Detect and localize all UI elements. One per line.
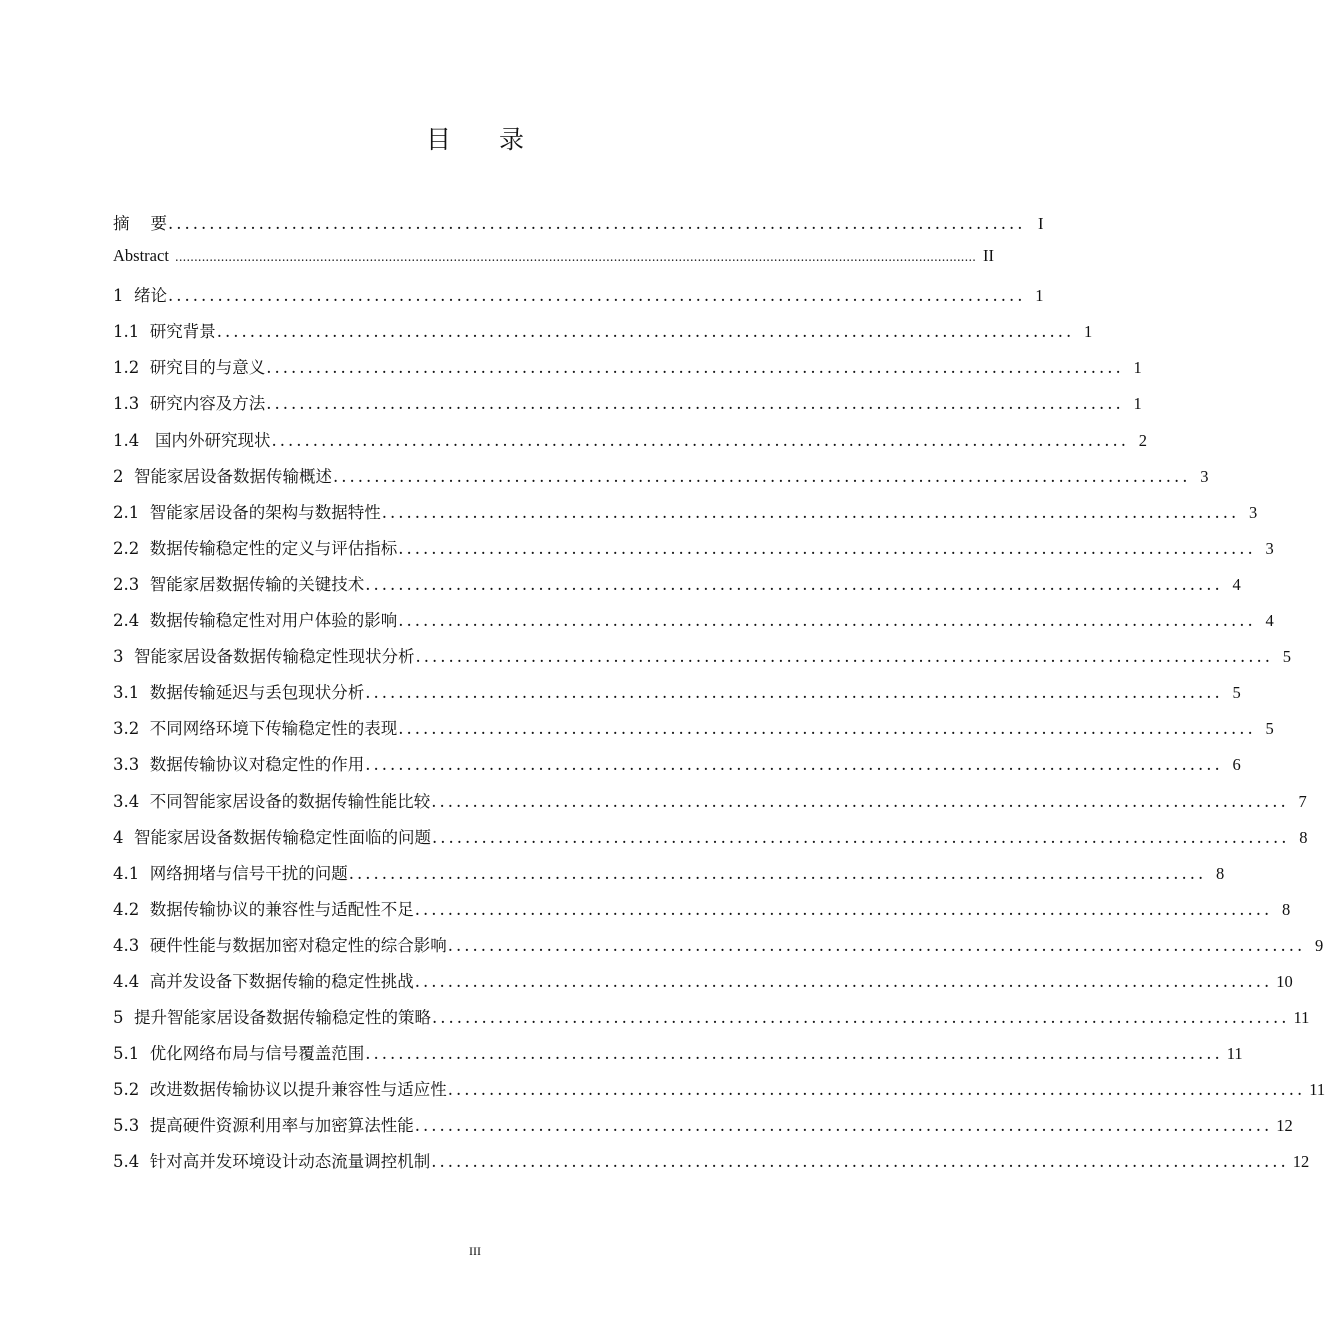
dot-leader: ........................................................................................................ [333, 466, 1191, 486]
toc-entry-label: 2 智能家居设备数据传输概述 [113, 466, 332, 486]
toc-entry[interactable] [113, 824, 1308, 860]
toc-entry[interactable] [113, 318, 1093, 354]
toc-entry-page: 9 [1314, 935, 1324, 955]
toc-entry[interactable] [113, 427, 1147, 463]
toc-entry-label: 4.2 数据传输协议的兼容性与适配性不足 [113, 899, 414, 919]
toc-entry-page: 1 [1133, 358, 1142, 378]
toc-entry-label: 1.2 研究目的与意义 [113, 358, 266, 378]
dot-leader: ........................................................................................................ [365, 683, 1223, 703]
toc-entry-label: 1.3 研究内容及方法 [113, 394, 266, 414]
toc-entry[interactable] [113, 354, 1142, 390]
toc-entry-page: 5 [1232, 683, 1241, 703]
toc-entry[interactable] [113, 1076, 1325, 1112]
dot-leader: ........................................................................................................ [431, 1152, 1289, 1172]
dot-leader: ........................................................................................................ [432, 827, 1290, 847]
table-of-contents [113, 210, 1325, 1185]
dot-leader: ........................................................................................................ [365, 1044, 1223, 1064]
toc-entry-page: 1 [1133, 394, 1142, 414]
toc-entry-page: 4 [1265, 611, 1274, 631]
toc-entry[interactable] [113, 643, 1291, 679]
toc-entry[interactable] [113, 499, 1258, 535]
toc-entry-label: 摘 要 [113, 214, 167, 233]
dot-leader: ........................................................................................................ [216, 322, 1075, 342]
toc-entry[interactable] [113, 860, 1225, 896]
toc-entry[interactable] [113, 571, 1241, 607]
toc-entry[interactable] [113, 607, 1274, 643]
dot-leader: ........................................................................................................ [447, 935, 1306, 955]
toc-entry-page: 7 [1298, 791, 1307, 811]
toc-entry-page: I [1037, 214, 1044, 233]
toc-entry-page: 12 [1276, 1116, 1293, 1136]
toc-entry[interactable] [113, 751, 1241, 787]
toc-entry-page: 5 [1282, 647, 1291, 667]
toc-entry-page: 8 [1215, 863, 1225, 883]
toc-entry-label: 3 智能家居设备数据传输稳定性现状分析 [113, 647, 415, 667]
toc-entry-label: 4.4 高并发设备下数据传输的稳定性挑战 [113, 971, 414, 991]
toc-entry-label: 5.4 针对高并发环境设计动态流量调控机制 [113, 1152, 431, 1172]
toc-entry-page: 12 [1292, 1152, 1310, 1172]
dot-leader: ........................................................................................................ [414, 1116, 1273, 1136]
toc-entry-label: 3.3 数据传输协议对稳定性的作用 [113, 755, 365, 775]
toc-entry[interactable] [113, 1040, 1243, 1076]
toc-entry-page: 8 [1281, 899, 1291, 919]
dot-leader: ........................................................................................................ [398, 719, 1256, 739]
toc-entry[interactable] [113, 246, 994, 282]
toc-entry[interactable] [113, 896, 1291, 932]
toc-entry-page: II [982, 246, 994, 266]
toc-entry[interactable] [113, 1148, 1310, 1184]
toc-entry-label: 2.1 智能家居设备的架构与数据特性 [113, 502, 381, 522]
toc-entry-label: 3.1 数据传输延迟与丢包现状分析 [113, 683, 365, 703]
dot-leader: ........................................................................................................ [398, 538, 1256, 558]
toc-entry-label: 5.3 提高硬件资源利用率与加密算法性能 [113, 1116, 414, 1136]
toc-entry[interactable] [113, 1112, 1293, 1148]
toc-entry[interactable] [113, 390, 1142, 426]
toc-entry-page: 4 [1232, 574, 1241, 594]
toc-entry-label: 2.2 数据传输稳定性的定义与评估指标 [113, 538, 398, 558]
dot-leader: ........................................................................................................ [398, 611, 1256, 631]
dot-leader: ........................................................................................................ [432, 1008, 1290, 1028]
toc-entry-label: 4 智能家居设备数据传输稳定性面临的问题 [113, 827, 431, 847]
toc-entry[interactable] [113, 282, 1044, 318]
toc-entry[interactable] [113, 715, 1274, 751]
dot-leader: ........................................................................................................ [271, 430, 1129, 450]
toc-entry-label: 4.3 硬件性能与数据加密对稳定性的综合影响 [113, 935, 447, 955]
toc-entry-label: 1.4 国内外研究现状 [113, 430, 271, 450]
toc-entry-page: 3 [1265, 538, 1274, 558]
toc-entry-page: 3 [1248, 502, 1258, 522]
toc-entry-label: 3.4 不同智能家居设备的数据传输性能比较 [113, 791, 431, 811]
dot-leader: ........................................................................................................ [266, 394, 1124, 414]
toc-entry-page: 11 [1226, 1044, 1243, 1064]
toc-entry[interactable] [113, 210, 1044, 246]
page-title: 目 录 [426, 125, 544, 154]
toc-entry-page: 1 [1083, 322, 1093, 342]
dot-leader: ........................................................................................................ [365, 574, 1223, 594]
toc-entry[interactable] [113, 1004, 1310, 1040]
toc-entry[interactable] [113, 788, 1307, 824]
dot-leader: ........................................................................................................ [381, 502, 1240, 522]
toc-entry-label: 4.1 网络拥堵与信号干扰的问题 [113, 863, 348, 883]
dot-leader: ........................................................................................................ [414, 971, 1273, 991]
dot-leader: ........................................................................................................ [414, 899, 1273, 919]
toc-entry-page: 3 [1200, 466, 1209, 486]
page-number: III [469, 1244, 481, 1258]
toc-entry-label: 5 提升智能家居设备数据传输稳定性的策略 [113, 1008, 431, 1028]
toc-entry-page: 10 [1276, 971, 1293, 991]
toc-entry-page: 1 [1035, 286, 1044, 306]
toc-entry-label: 5.2 改进数据传输协议以提升兼容性与适应性 [113, 1080, 447, 1100]
dot-leader: ........................................................................................................ [415, 647, 1273, 667]
toc-entry-page: 8 [1299, 827, 1308, 847]
toc-entry-page: 5 [1265, 719, 1274, 739]
dot-leader: ........................................................................................................ [431, 791, 1289, 811]
toc-entry[interactable] [113, 679, 1241, 715]
dot-leader: ........................................................................................................ [447, 1080, 1306, 1100]
toc-entry[interactable] [113, 463, 1209, 499]
toc-entry-page: 6 [1232, 755, 1241, 775]
toc-entry-label: 5.1 优化网络布局与信号覆盖范围 [113, 1044, 365, 1064]
toc-entry-page: 11 [1309, 1080, 1325, 1100]
toc-entry-label: 2.4 数据传输稳定性对用户体验的影响 [113, 611, 398, 631]
dot-leader: .................................................................................................................................................................................................................. [174, 250, 976, 265]
toc-entry-label: 1 绪论 [113, 286, 167, 306]
toc-entry-label: Abstract [113, 246, 169, 266]
dot-leader: ........................................................................................................ [168, 286, 1026, 306]
toc-entry-page: 11 [1293, 1008, 1310, 1028]
dot-leader: ........................................................................................................ [167, 214, 1026, 233]
toc-entry[interactable] [113, 535, 1274, 571]
toc-entry-label: 2.3 智能家居数据传输的关键技术 [113, 574, 365, 594]
toc-entry[interactable] [113, 932, 1324, 968]
dot-leader: ........................................................................................................ [266, 358, 1124, 378]
toc-entry[interactable] [113, 968, 1293, 1004]
toc-entry-page: 2 [1138, 430, 1147, 450]
dot-leader: ........................................................................................................ [365, 755, 1223, 775]
toc-entry-label: 1.1 研究背景 [113, 322, 216, 342]
toc-entry-label: 3.2 不同网络环境下传输稳定性的表现 [113, 719, 398, 739]
dot-leader: ........................................................................................................ [348, 863, 1207, 883]
